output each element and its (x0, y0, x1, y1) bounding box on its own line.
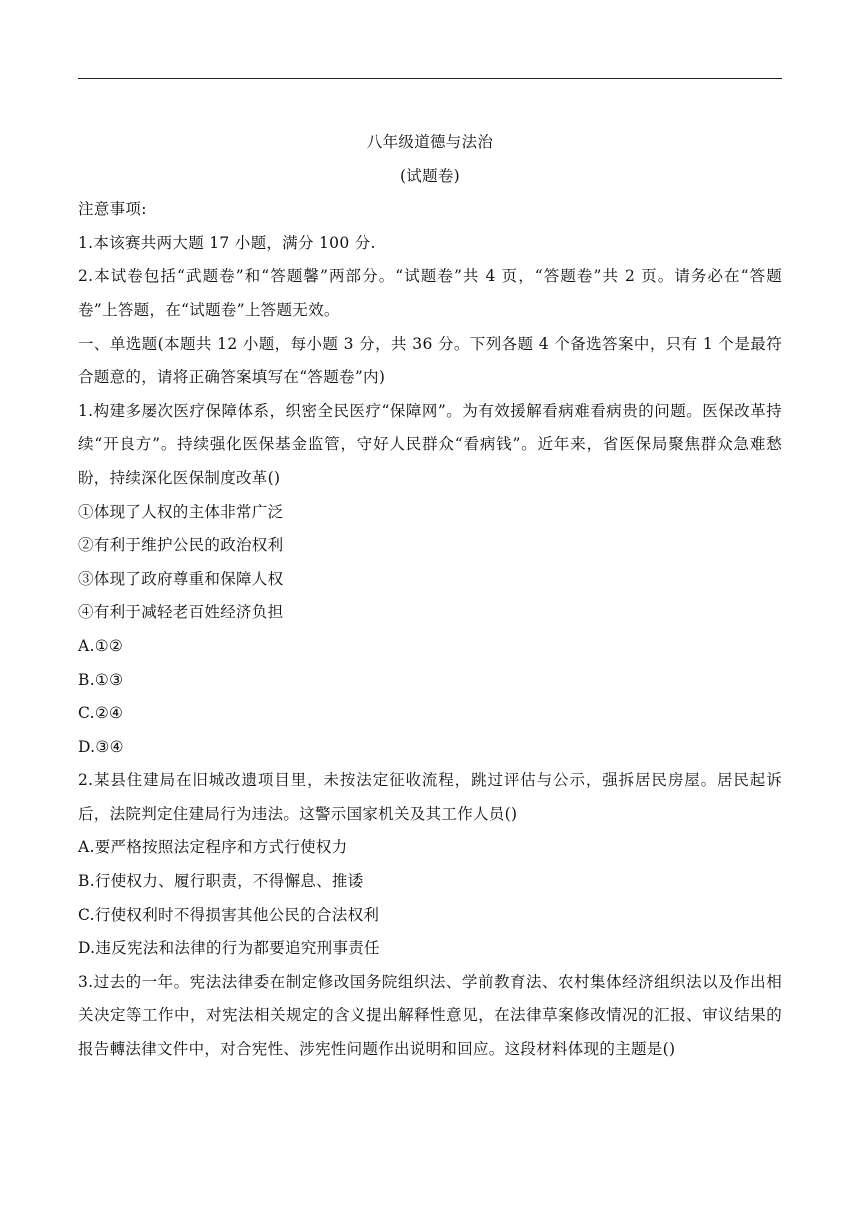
notes-item-2: 2.本试卷包括“武题卷”和“答题馨”两部分。“试题卷”共 4 页，“答题卷”共 2 页。请务必在“答题卷”上答题，在“试题卷”上答题无效。 (78, 267, 782, 319)
question-3-stem: 3.过去的一年。宪法法律委在制定修改国务院组织法、学前教育法、农村集体经济组织法以及作出相关决定等工作中，对宪法相关规定的含义提出解释性意见，在法律草案修改情况的汇报、审议结果的报告轉法律文件中，对合宪性、涉宪性问题作出说明和回应。这段材料体现的主题是() (78, 972, 782, 1059)
question-1-statement-1: ①体现了人权的主体非常广泛 (78, 502, 284, 521)
question-1-option-c: C.②④ (78, 704, 124, 723)
question-1-statement-4: ④有利于减轻老百姓经济负担 (78, 603, 284, 622)
notes-item-1: 1.本该赛共两大题 17 小题，满分 100 分. (78, 233, 376, 252)
question-1-option-d: D.③④ (78, 737, 124, 756)
question-2-stem: 2.某县住建局在旧城改遗项目里，未按法定征收流程，跳过评估与公示，强拆居民房屋。居民起诉后，法院判定住建局行为违法。这警示国家机关及其工作人员() (78, 771, 782, 823)
question-2-option-b: B.行使权力、履行职责，不得懈息、推诿 (78, 872, 364, 891)
question-1-statement-2: ②有利于维护公民的政治权利 (78, 536, 284, 555)
page-title: 八年级道德与法治 (366, 133, 494, 151)
question-2-option-c: C.行使权利时不得损害其他公民的合法权利 (78, 905, 380, 924)
question-2-option-d: D.违反宪法和法律的行为都要追究刑事责任 (78, 939, 380, 958)
exam-page (78, 126, 782, 1067)
question-1-statement-3: ③体现了政府尊重和保障人权 (78, 569, 284, 588)
question-1-option-b: B.①③ (78, 670, 124, 689)
page-subtitle: (试题卷) (399, 166, 461, 185)
question-2-option-a: A.要严格按照法定程序和方式行使权力 (78, 838, 348, 857)
header-rule (78, 78, 782, 79)
question-1-option-a: A.①② (78, 636, 124, 655)
section-heading: 一、单选题(本题共 12 小题，每小题 3 分，共 36 分。下列各题 4 个备选答案中，只有 1 个是最符合题意的，请将正确答案填写在“答题卷”内) (78, 334, 782, 387)
notes-heading: 注意事项: (78, 200, 147, 219)
question-1-stem: 1.构建多屡次医疗保障体系，织密全民医疗“保障网”。为有效援解看病难看病贵的问题。医保改革持续“开良方”。持续强化医保基金监管，守好人民群众“看病钱”。近年来，省医保局聚焦群众急难愁盼，持续深化医保制度改革() (78, 401, 782, 487)
